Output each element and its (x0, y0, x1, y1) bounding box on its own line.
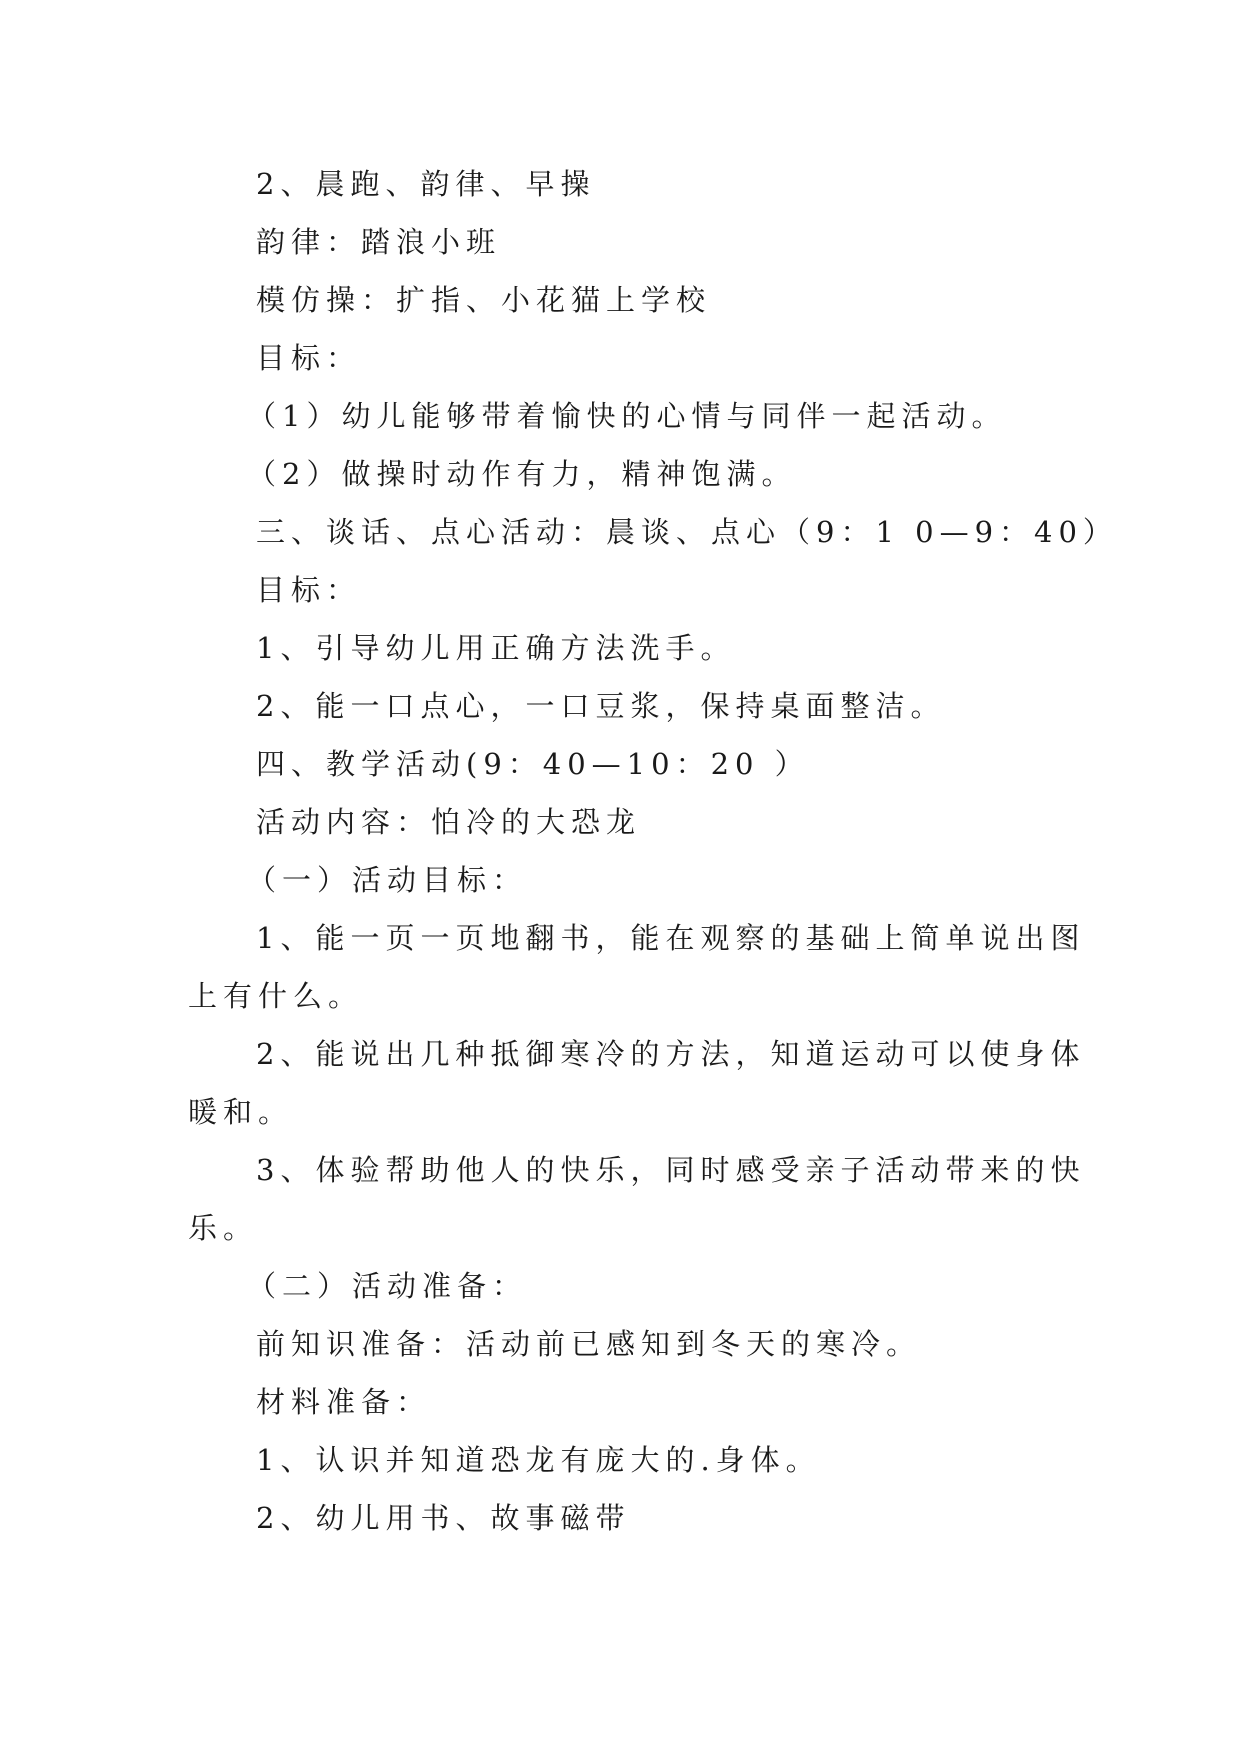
text-line: 2、能一口点心，一口豆浆，保持桌面整洁。 (256, 689, 946, 723)
text-line: 乐。 (188, 1211, 259, 1245)
text-line: （二）活动准备： (247, 1269, 528, 1303)
text-line: 3、体验帮助他人的快乐，同时感受亲子活动带来的快 (256, 1153, 1086, 1187)
text-line: 模仿操：扩指、小花猫上学校 (256, 283, 712, 317)
text-line: 前知识准备：活动前已感知到冬天的寒冷。 (256, 1327, 922, 1361)
text-line: 材料准备： (256, 1385, 432, 1419)
text-line: 活动内容：怕冷的大恐龙 (256, 805, 642, 839)
text-line: 2、幼儿用书、故事磁带 (256, 1501, 631, 1535)
text-line: 1、引导幼儿用正确方法洗手。 (256, 631, 736, 665)
text-line: 韵律：踏浪小班 (256, 225, 502, 259)
text-line: （1）幼儿能够带着愉快的心情与同伴一起活动。 (247, 399, 1007, 433)
text-line: 2、晨跑、韵律、早操 (256, 167, 596, 201)
text-line: 1、认识并知道恐龙有庞大的.身体。 (256, 1443, 821, 1477)
text-line: 上有什么。 (188, 979, 364, 1013)
text-line: （2）做操时动作有力，精神饱满。 (247, 457, 797, 491)
text-line: 1、能一页一页地翻书，能在观察的基础上简单说出图 (256, 921, 1086, 955)
text-line: 四、教学活动(9：40—10：20 ） (256, 747, 810, 781)
text-line: 暖和。 (188, 1095, 294, 1129)
text-line: 三、谈话、点心活动：晨谈、点心（9：1 0—9：40） (256, 515, 1118, 549)
text-line: 目标： (256, 341, 362, 375)
text-line: （一）活动目标： (247, 863, 528, 897)
text-line: 目标： (256, 573, 362, 607)
text-line: 2、能说出几种抵御寒冷的方法，知道运动可以使身体 (256, 1037, 1086, 1071)
